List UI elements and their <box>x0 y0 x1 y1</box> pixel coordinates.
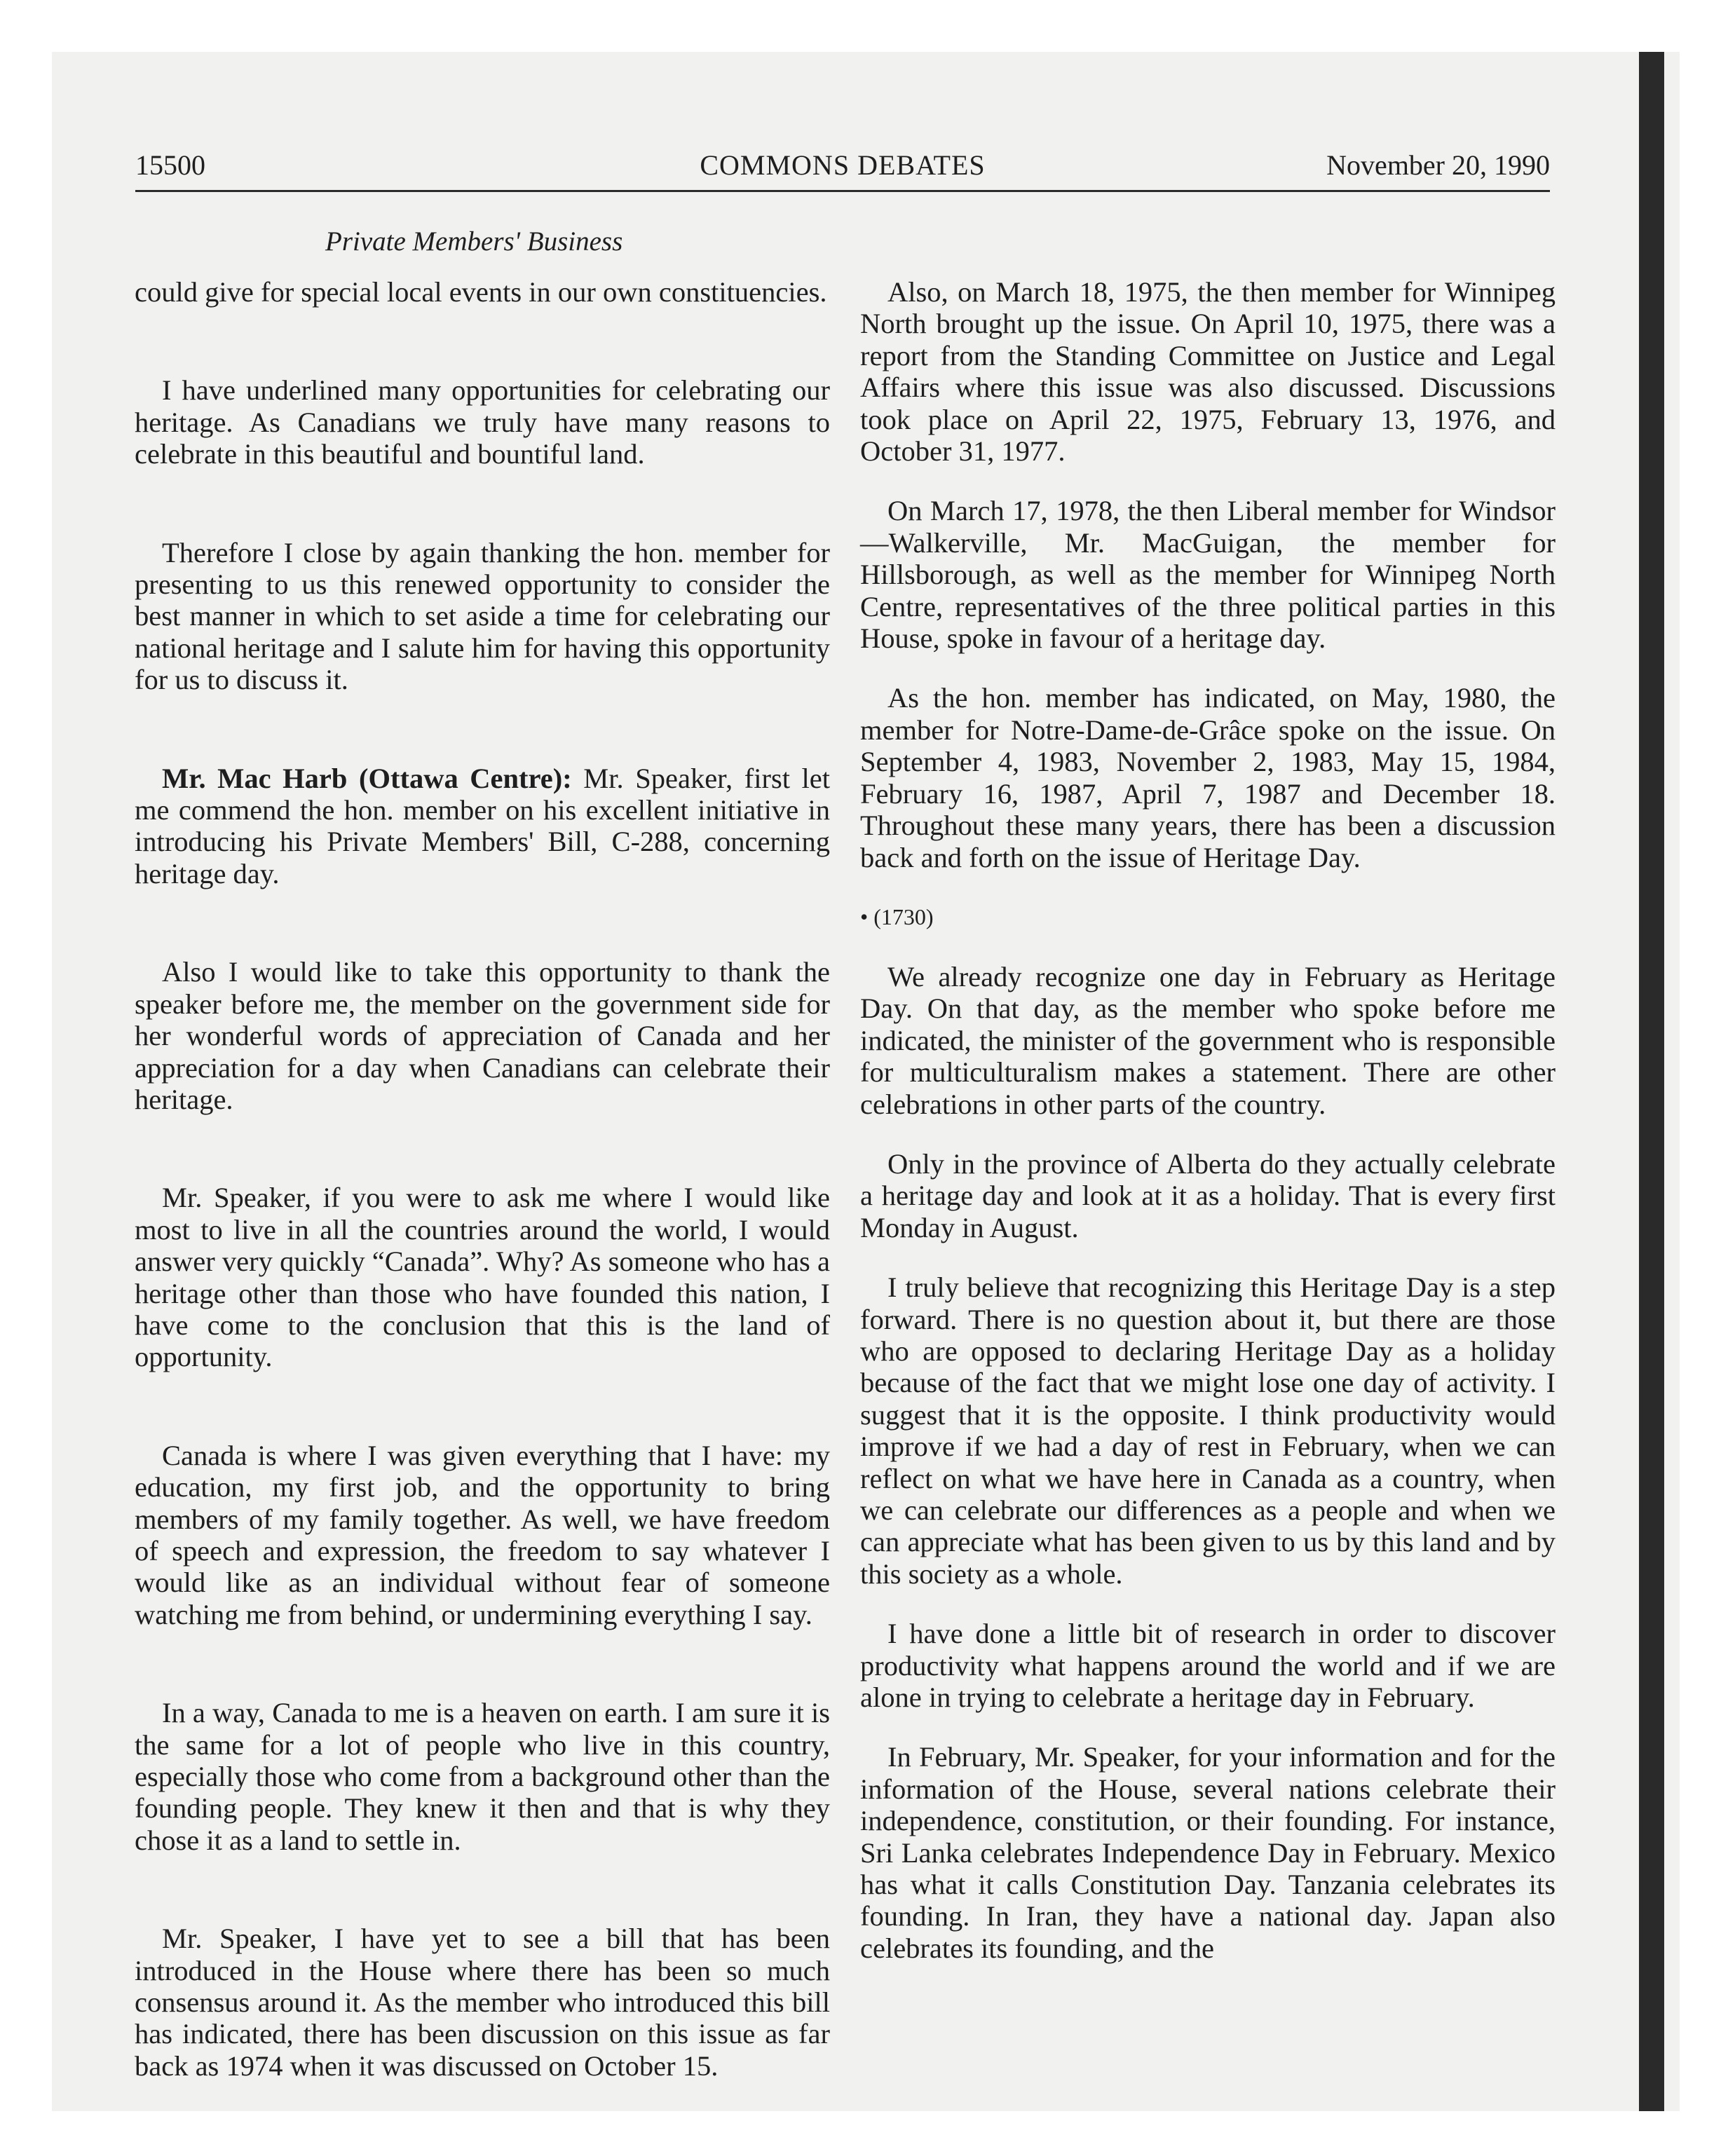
paragraph: could give for special local events in our own constituencies. <box>135 276 827 308</box>
debate-date: November 20, 1990 <box>1326 149 1550 181</box>
paragraph: In February, Mr. Speaker, for your information and for the information of the House, several nations celebrate their independence, constitution, or their founding. For instance, Sri Lanka celebrates Independence Day in February. Mexico has what it calls Constitution Day. Tanzania celebrates its founding. In Iran, they have a national day. Japan also celebrates its founding, and the <box>860 1741 1556 1964</box>
paragraph: Mr. Speaker, if you were to ask me where I would like most to live in all the countries around the world, I would answer very quickly “Canada”. Why? As someone who has a heritage other than those who have founded this nation, I have come to the conclusion that this is the land of opportunity. <box>135 1182 830 1373</box>
right-column <box>860 276 1556 1964</box>
scan-edge-shadow <box>1639 52 1664 2111</box>
paragraph: We already recognize one day in February as Heritage Day. On that day, as the member who spoke before me indicated, the minister of the government who is responsible for multiculturalism makes a statement. There are other celebrations in other parts of the country. <box>860 960 1556 1120</box>
publication-title: COMMONS DEBATES <box>700 149 986 181</box>
page-number: 15500 <box>135 149 205 181</box>
section-heading: Private Members' Business <box>325 226 623 257</box>
paragraph: In a way, Canada to me is a heaven on earth. I am sure it is the same for a lot of people who live in this country, especially those who come from a background other than the founding people. They knew it then and that is why they chose it as a land to settle in. <box>135 1697 830 1856</box>
paragraph: I have underlined many opportunities for celebrating our heritage. As Canadians we truly have many reasons to celebrate in this beautiful and bountiful land. <box>135 374 830 470</box>
paragraph: Also I would like to take this opportunity to thank the speaker before me, the member on the government side for her wonderful words of appreciation of Canada and her appreciation for a day when Canadians can celebrate their heritage. <box>135 956 830 1115</box>
paragraph: Mr. Speaker, I have yet to see a bill that has been introduced in the House where there has been so much consensus around it. As the member who introduced this bill has indicated, there has been discussion on this issue as far back as 1974 when it was discussed on October 15. <box>135 1923 830 2082</box>
speaker-paragraph <box>135 763 830 890</box>
speaker-name: Mr. Mac Harb (Ottawa Centre): <box>162 762 572 794</box>
paragraph: Canada is where I was given everything that I have: my education, my first job, and the opportunity to bring members of my family together. As well, we have freedom of speech and expression, the freedom to say whatever I would like as an individual without fear of someone watching me from behind, or undermining everything I say. <box>135 1439 830 1630</box>
running-header <box>135 149 1550 192</box>
left-column <box>135 276 830 2082</box>
paragraph: On March 17, 1978, the then Liberal member for Windsor—Walkerville, Mr. MacGuigan, the member for Hillsborough, as well as the member for Winnipeg North Centre, representatives of the three political parties in this House, spoke in favour of a heritage day. <box>860 495 1556 655</box>
paragraph: Therefore I close by again thanking the hon. member for presenting to us this renewed opportunity to consider the best manner in which to set aside a time for celebrating our national heritage and I salute him for having this opportunity for us to discuss it. <box>135 536 830 696</box>
paragraph: I have done a little bit of research in order to discover productivity what happens around the world and if we are alone in trying to celebrate a heritage day in February. <box>860 1618 1556 1714</box>
time-stamp: • (1730) <box>860 903 934 929</box>
speaker-remarks: Mr. Speaker, first let me commend the hon. member on his excellent initiative in introducing his Private Members' Bill, C-288, concerning heritage day. <box>135 762 830 889</box>
paragraph: I truly believe that recognizing this Heritage Day is a step forward. There is no question about it, but there are those who are opposed to declaring Heritage Day as a holiday because of the fact that we might lose one day of activity. I suggest that it is the opposite. I think productivity would improve if we had a day of rest in February, when we can reflect on what we have here in Canada as a country, when we can celebrate our differences as a people and when we can appreciate what has been given to us by this land and by this society as a whole. <box>860 1271 1556 1590</box>
paragraph: As the hon. member has indicated, on May, 1980, the member for Notre-Dame-de-Grâce spoke on the issue. On September 4, 1983, November 2, 1983, May 15, 1984, February 16, 1987, April 7, 1987 and December 18. Throughout these many years, there has been a discussion back and forth on the issue of Heritage Day. <box>860 682 1556 873</box>
paragraph: Only in the province of Alberta do they actually celebrate a heritage day and look at it as a holiday. That is every first Monday in August. <box>860 1147 1556 1243</box>
paragraph: Also, on March 18, 1975, the then member for Winnipeg North brought up the issue. On April 10, 1975, there was a report from the Standing Committee on Justice and Legal Affairs where this issue was also discussed. Discussions took place on April 22, 1975, February 13, 1976, and October 31, 1977. <box>860 276 1556 468</box>
header-rule <box>135 190 1550 192</box>
